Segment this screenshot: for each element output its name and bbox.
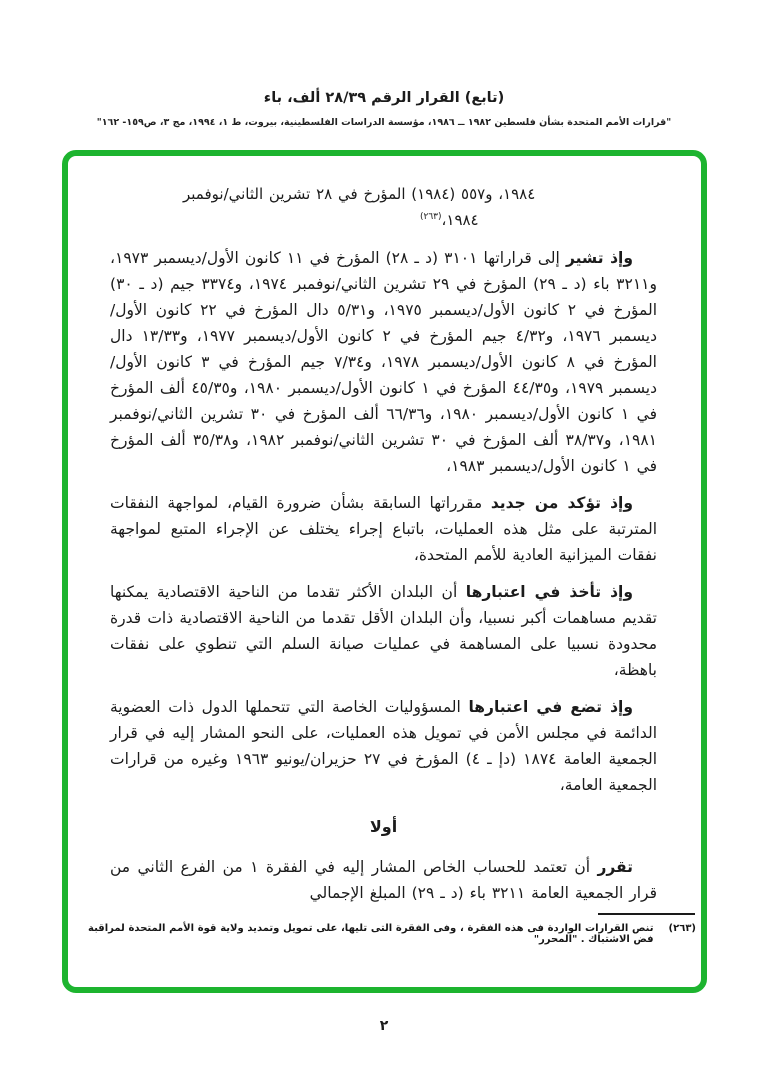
- footnote: [88, 923, 696, 945]
- continuation-line-1: ١٩٨٤، و٥٥٧ (١٩٨٤) المؤرخ في ٢٨ تشرين الثاني/نوفمبر: [183, 185, 536, 203]
- paragraph-body: إلى قراراتها ٣١٠١ (د ـ ٢٨) المؤرخ في ١١ كانون الأول/ديسمبر ١٩٧٣، و٣٢١١ باء (د ـ ٢٩) المؤرخ في ٢٩ تشرين الثاني/نوفمبر ١٩٧٤، و٣٣٧٤ جيم (د ـ ٣٠) المؤرخ في ٢ كانون الأول/ديسمبر ١٩٧٥، و٥/٣١ دال المؤرخ في ٢٢ كانون الأول/ديسمبر ١٩٧٦، و٤/٣٢ جيم المؤرخ في ٢ كانون الأول/ديسمبر ١٩٧٧، و١٣/٣٣ دال المؤرخ في ٨ كانون الأول/ديسمبر ١٩٧٨، و٧/٣٤ جيم المؤرخ في ٣ كانون الأول/ديسمبر ١٩٧٩، و٤٤/٣٥ المؤرخ في ١ كانون الأول/ديسمبر ١٩٨٠، و٤٥/٣٥ ألف المؤرخ في ١ كانون الأول/ديسمبر ١٩٨٠، و٦٦/٣٦ ألف المؤرخ في ٣٠ تشرين الثاني/نوفمبر ١٩٨١، و٣٨/٣٧ ألف المؤرخ في ٣٠ تشرين الثاني/نوفمبر ١٩٨٢، و٣٥/٣٨ ألف المؤرخ في ١ كانون الأول/ديسمبر ١٩٨٣،: [110, 249, 658, 475]
- paragraph-lead: وإذ تضع في اعتبارها: [468, 698, 633, 716]
- resolution-text: [110, 181, 657, 917]
- paragraph-body: أن تعتمد للحساب الخاص المشار إليه في الفقرة ١ من الفرع الثاني من قرار الجمعية العامة ٣٢١١ باء (د ـ ٢٩) المبلغ الإجمالي: [110, 858, 657, 902]
- source-citation: "قرارات الأمم المتحدة بشأن فلسطين ١٩٨٢ ــ ١٩٨٦، مؤسسة الدراسات الفلسطينية، بيروت، ط ١، ١٩٩٤، مج ٣، ص١٥٩- ١٦٢": [96, 117, 672, 128]
- paragraph-lead: وإذ تؤكد من جديد: [490, 494, 633, 512]
- paragraph-body: مقرراتها السابقة بشأن ضرورة القيام، لمواجهة النفقات المترتبة على مثل هذه العمليات، باتباع إجراء يختلف عن الإجراء المتبع لمواجهة نفقات الميزانية العادية للأمم المتحدة،: [110, 494, 657, 564]
- paragraph-body: أن البلدان الأكثر تقدما من الناحية الاقتصادية يمكنها تقديم مساهمات أكبر نسبيا، وأن البلدان الأقل تقدما من الناحية الاقتصادية ذات قدرة محدودة نسبيا على المساهمة في عمليات صيانة السلم التي تنطوي على نفقات باهظة،: [110, 583, 657, 679]
- footnote-marker: (٢٦٣): [668, 923, 696, 934]
- footnote-text: تنص القرارات الواردة فى هذه الفقرة ، وفى الفقرة التى تليها، على تمويل وتمديد ولاية قوة الأمم المتحدة لمراقبة فض الاشتباك . "المحرر": [88, 923, 654, 945]
- paragraph-lead: وإذ تأخذ في اعتبارها: [465, 583, 633, 601]
- preamble-paragraph-reaffirming: [110, 490, 657, 568]
- operative-paragraph-decides: [110, 854, 657, 906]
- preamble-paragraph-bearing-in-mind: [110, 694, 657, 798]
- preamble-paragraph-recalling: [110, 245, 657, 479]
- continuation-year: ١٩٨٤،: [441, 211, 479, 229]
- footnote-reference-marker: (٢٦٣): [420, 212, 442, 222]
- preamble-paragraph-taking-into-account: [110, 579, 657, 683]
- paragraph-lead: وإذ تشير: [565, 249, 633, 267]
- page-title: (تابع) القرار الرقم ٢٨/٣٩ ألف، باء: [263, 90, 505, 106]
- page-number: ٢: [379, 1018, 389, 1034]
- footnote-separator-rule: [598, 913, 695, 915]
- paragraph-lead: تقرر: [597, 858, 633, 876]
- continuation-line-2: [420, 207, 657, 233]
- paragraph-body: المسؤوليات الخاصة التي تتحملها الدول ذات العضوية الدائمة في مجلس الأمن في تمويل هذه العمليات، على النحو المشار إليه في قرار الجمعية العامة ١٨٧٤ (دإ ـ ٤) المؤرخ في ٢٧ حزيران/يونيو ١٩٦٣ وغيره من قرارات الجمعية العامة،: [110, 698, 658, 794]
- section-heading-first: أولا: [369, 817, 398, 836]
